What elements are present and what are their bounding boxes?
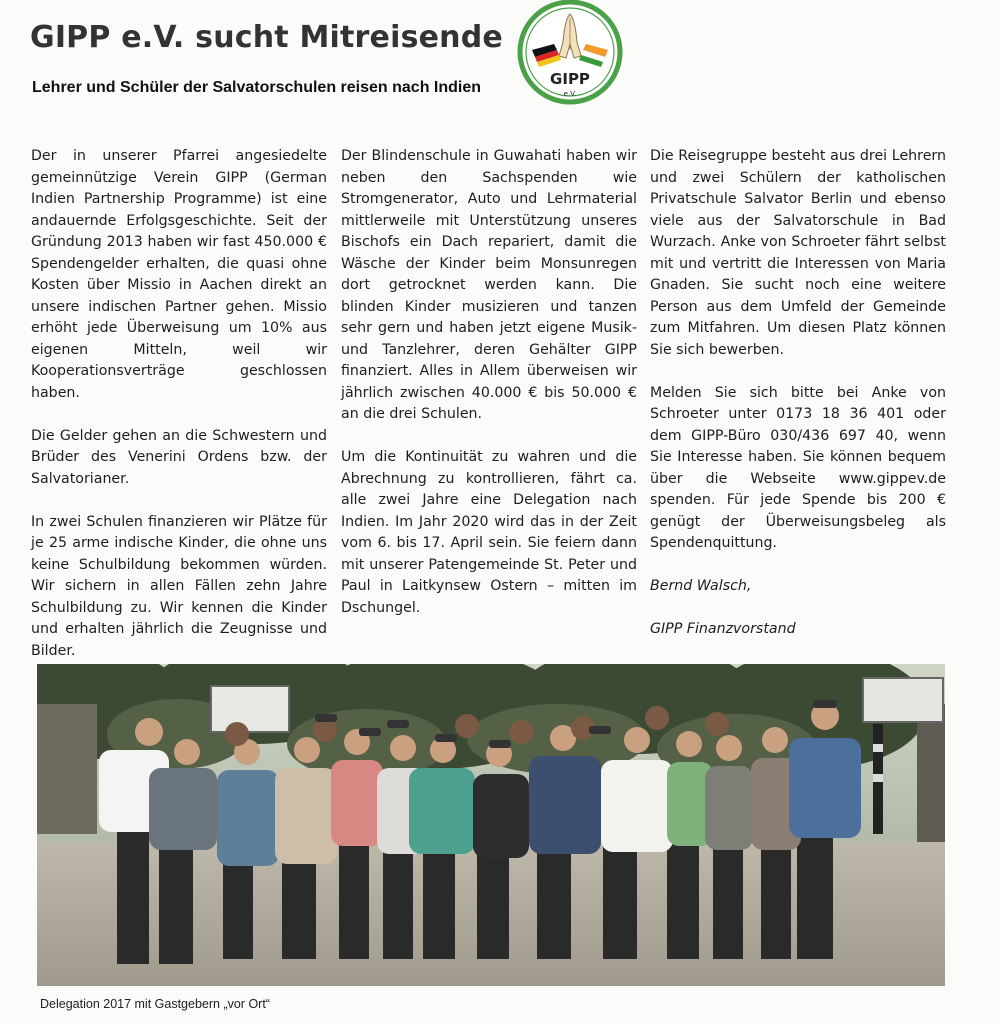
article-subtitle: Lehrer und Schüler der Salvatorschulen reisen nach Indien [32,79,482,96]
column-2 [341,146,637,641]
paragraph: Melden Sie sich bitte bei Anke von Schroeter unter 0173 18 36 401 oder dem GIPP-Büro 030/436 697 40, wenn Sie Interesse haben. Sie können bequem über die Webseite www.gippev.de spenden. Für jede Spende bis 200 € genügt der Überweisungsbeleg als Spendenquittung. [650,384,946,551]
logo-text: GIPP [550,70,590,88]
column-1 [31,146,327,684]
paragraph: In zwei Schulen finanzieren wir Plätze für je 25 arme indische Kinder, die ohne uns keine Schulbildung bekommen würden. Wir sichern in allen Fällen zehn Jahre Schulbildung zu. Wir kennen die Kinder und erhalten jährlich die Zeugnisse und Bilder. [31,513,327,659]
paragraph: Die Gelder gehen an die Schwestern und Brüder des Venerini Ordens bzw. der Salvatorianer. [31,427,327,487]
group-photo [37,664,945,986]
paragraph: Der Blindenschule in Guwahati haben wir neben den Sachspenden wie Stromgenerator, Auto und Lehrmaterial mittlerweile mit Unterstützung unseres Bischofs ein Dach repariert, damit die Wäsche der Kinder beim Monsunregen dort getrocknet werden kann. Die blinden Kinder musizieren und tanzen sehr gern und haben jetzt eigene Musik- und Tanzlehrer, deren Gehälter GIPP finanziert. Alles in Allem überweisen wir jährlich zwischen 40.000 € bis 50.000 € an die drei Schulen. [341,148,637,422]
gipp-logo [514,0,626,108]
logo-subtext: e.V. [563,90,577,98]
signature-name: Bernd Walsch, [650,578,752,594]
photo-caption: Delegation 2017 mit Gastgebern „vor Ort“ [40,997,270,1011]
paragraph: Um die Kontinuität zu wahren und die Abrechnung zu kontrollieren, fährt ca. alle zwei Jahre eine Delegation nach Indien. Im Jahr 2020 wird das in der Zeit vom 6. bis 17. April sein. Sie feiern dann mit unserer Patengemeinde St. Peter und Paul in Laitkynsew Ostern – mitten im Dschungel. [341,449,637,616]
signature-role: GIPP Finanzvorstand [650,621,796,637]
paragraph: Der in unserer Pfarrei angesiedelte gemeinnützige Verein GIPP (German Indien Partnership Programme) ist eine andauernde Erfolgsgeschichte. Seit der Gründung 2013 haben wir fast 450.000 € Spendengelder erhalten, die quasi ohne Kosten über Missio in Aachen direkt an unsere indischen Partner gehen. Missio erhöht jede Überweisung um 10% aus eigenen Mitteln, weil wir Kooperationsverträge geschlossen haben. [31,148,327,401]
article-title: GIPP e.V. sucht Mitreisende [30,20,503,55]
paragraph: Die Reisegruppe besteht aus drei Lehrern und zwei Schülern der katholischen Privatschule Salvator Berlin und ebenso viele aus der Salvatorschule in Bad Wurzach. Anke von Schroeter fährt selbst mit und vertritt die Interessen von Maria Gnaden. Sie sucht noch eine weitere Person aus dem Umfeld der Gemeinde zum Mitfahren. Um diesen Platz können Sie sich bewerben. [650,148,946,358]
column-3 [650,146,946,662]
